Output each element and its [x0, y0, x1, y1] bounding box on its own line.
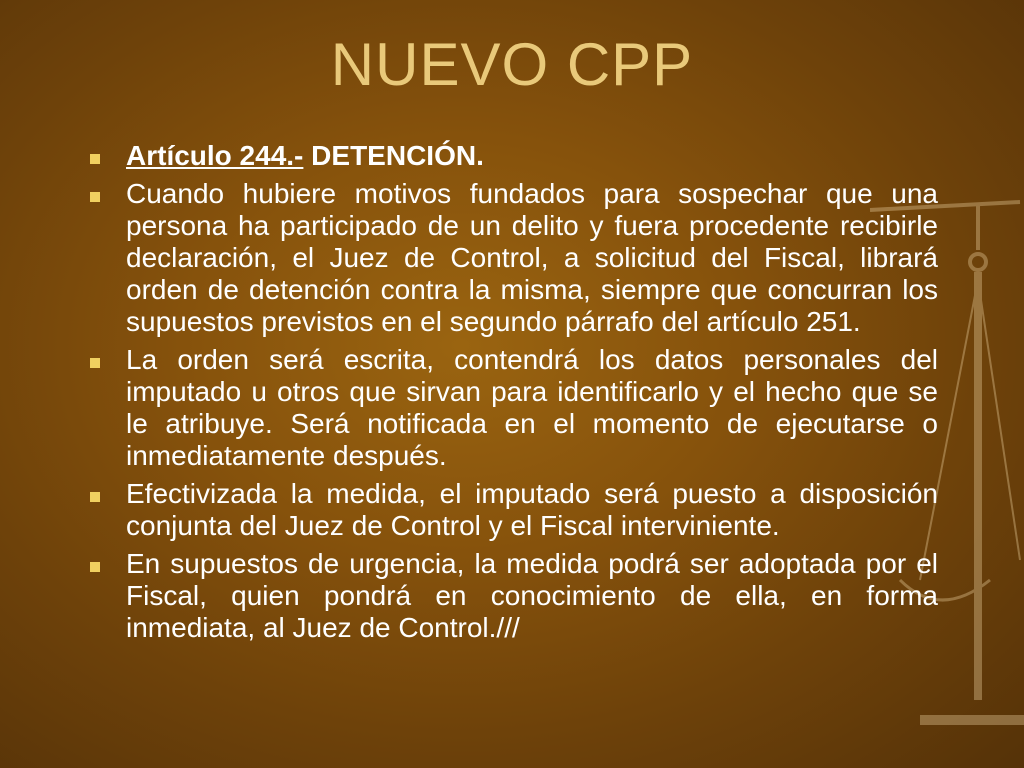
- bullet-square-icon: [90, 192, 100, 202]
- bullet-item: [86, 344, 938, 472]
- bullet-item: [86, 178, 938, 338]
- bullet-heading: [86, 140, 938, 172]
- bullet-square-icon: [90, 154, 100, 164]
- bullet-square-icon: [90, 562, 100, 572]
- bullet-text: En supuestos de urgencia, la medida podrá ser adoptada por el Fiscal, quien pondrá en conocimiento de ella, en forma inmediata, al Juez de Control.///: [126, 548, 938, 643]
- bullet-list: [86, 140, 938, 650]
- slide-title: NUEVO CPP: [330, 31, 694, 98]
- bullet-square-icon: [90, 358, 100, 368]
- bullet-text: Cuando hubiere motivos fundados para sospechar que una persona ha participado de un delito y fuera procedente recibirle declaración, el Juez de Control, a solicitud del Fiscal, librará orden de detención contra la misma, siempre que concurran los supuestos previstos en el segundo párrafo del artículo 251.: [126, 178, 938, 337]
- bullet-text: La orden será escrita, contendrá los datos personales del imputado u otros que sirvan para identificarlo y el hecho que se le atribuye. Será notificada en el momento de ejecutarse o inmediatamente después.: [126, 344, 938, 471]
- article-number: Artículo 244.-: [126, 140, 304, 171]
- bullet-square-icon: [90, 492, 100, 502]
- bullet-item: [86, 478, 938, 542]
- bullet-item: [86, 548, 938, 644]
- bullet-text: Efectivizada la medida, el imputado será puesto a disposición conjunta del Juez de Control y el Fiscal interviniente.: [126, 478, 938, 541]
- article-title: DETENCIÓN.: [311, 140, 484, 171]
